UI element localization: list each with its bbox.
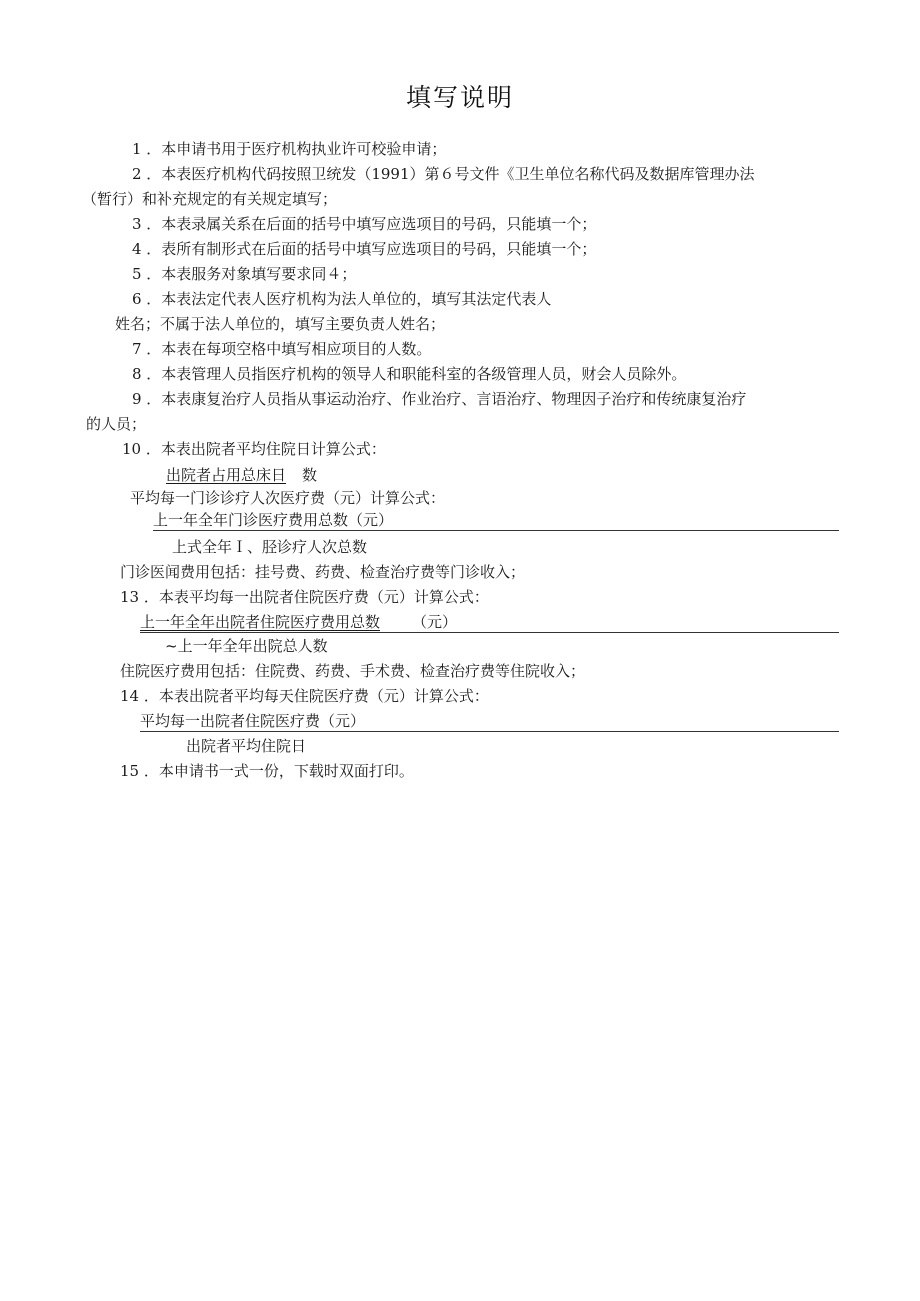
formula-11-numerator: 上一年全年门诊医疗费用总数（元）: [153, 511, 394, 529]
item-11-note: 门诊医闻费用包括：挂号费、药费、检查治疗费等门诊收入；: [120, 563, 526, 581]
formula-11-fraction-bar: [153, 530, 839, 531]
formula-14-denominator: 出院者平均住院日: [186, 737, 307, 755]
document-title: 填写说明: [405, 83, 514, 112]
formula-14-numerator: 平均每一出院者住院医疗费（元）: [140, 712, 366, 730]
item-9-continued: 的人员；: [86, 415, 147, 433]
item-5: 5 ．本表服务对象填写要求同４；: [132, 265, 357, 283]
formula-13-fraction-bar: [140, 632, 839, 633]
item-6: 6 ．本表法定代表人医疗机构为法人单位的，填写其法定代表人: [132, 290, 552, 308]
item-2: 2 ．本表医疗机构代码按照卫统发（1991）第６号文件《卫生单位名称代码及数据库管理办法: [132, 165, 755, 183]
item-11: 平均每一门诊诊疗人次医疗费（元）计算公式：: [130, 489, 446, 507]
item-8: 8 ．本表管理人员指医疗机构的领导人和职能科室的各级管理人员，财会人员除外。: [132, 365, 687, 383]
formula-14-fraction-bar: [140, 731, 839, 732]
formula-13-numerator-unit: （元）: [412, 613, 458, 631]
item-15: 15 ．本申请书一式一份，下载时双面打印。: [120, 762, 414, 780]
item-1: 1 ．本申请书用于医疗机构执业许可校验申请；: [132, 140, 447, 158]
item-14: 14 ．本表出院者平均每天住院医疗费（元）计算公式：: [120, 687, 489, 705]
item-10: 10 ．本表出院者平均住院日计算公式：: [122, 440, 386, 458]
formula-10-numerator-tail: 数: [302, 466, 318, 484]
item-9: 9 ．本表康复治疗人员指从事运动治疗、作业治疗、言语治疗、物理因子治疗和传统康复治疗: [132, 390, 747, 408]
item-13-note: 住院医疗费用包括：住院费、药费、手术费、检查治疗费等住院收入；: [120, 662, 586, 680]
item-3: 3 ．本表录属关系在后面的括号中填写应选项目的号码，只能填一个；: [132, 215, 597, 233]
formula-11-denominator: 上式全年Ｉ、胫诊疗人次总数: [172, 538, 368, 556]
formula-10-numerator: 出院者占用总床日: [166, 466, 287, 484]
formula-13-denominator: ~上一年全年出院总人数: [165, 637, 328, 655]
item-4: 4 ．表所有制形式在后面的括号中填写应选项目的号码，只能填一个；: [132, 240, 597, 258]
item-7: 7 ．本表在每项空格中填写相应项目的人数。: [132, 340, 432, 358]
formula-13-numerator: 上一年全年出院者住院医疗费用总数: [140, 613, 381, 631]
item-6-continued: 姓名；不属于法人单位的，填写主要负责人姓名；: [115, 315, 446, 333]
item-13: 13 ．本表平均每一出院者住院医疗费（元）计算公式：: [120, 588, 489, 606]
item-2-continued: （暂行）和补充规定的有关规定填写；: [82, 190, 338, 208]
